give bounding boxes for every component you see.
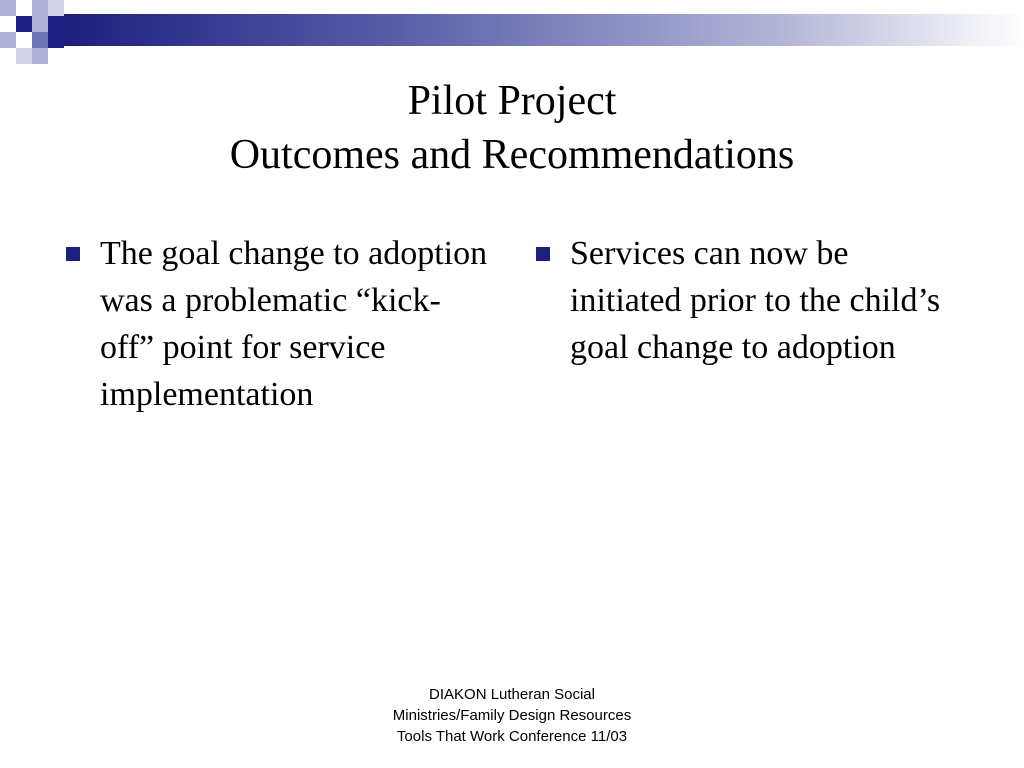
decor-square (16, 48, 32, 64)
decor-square (32, 32, 48, 48)
square-bullet-icon (536, 247, 550, 261)
decor-square (16, 16, 32, 32)
title-line-1: Pilot Project (407, 78, 617, 124)
header-decoration (0, 0, 1024, 62)
bullet-item (532, 230, 962, 371)
gradient-bar (64, 14, 1024, 46)
bullet-text: The goal change to adoption was a problematic “kick-off” point for service implementation (100, 235, 488, 413)
slide-title (0, 74, 1024, 182)
decor-square (48, 32, 64, 48)
decor-square (32, 0, 48, 16)
bullet-text: Services can now be initiated prior to the child’s goal change to adoption (570, 235, 941, 366)
decor-square (32, 16, 48, 32)
right-column (532, 230, 962, 371)
decor-square (48, 16, 64, 32)
decor-square (0, 16, 16, 32)
slide-footer (312, 684, 712, 747)
footer-line-2: Ministries/Family Design Resources (392, 707, 632, 724)
footer-line-3: Tools That Work Conference 11/03 (396, 728, 628, 745)
decor-square (32, 48, 48, 64)
bullet-item (62, 230, 492, 418)
title-line-2: Outcomes and Recommendations (229, 132, 795, 178)
footer-line-1: DIAKON Lutheran Social (429, 686, 595, 703)
decor-square (48, 0, 64, 16)
square-bullet-icon (66, 247, 80, 261)
decor-square (16, 0, 32, 16)
decor-square (0, 0, 16, 16)
decor-square (0, 32, 16, 48)
decor-square (16, 32, 32, 48)
left-column (62, 230, 492, 418)
